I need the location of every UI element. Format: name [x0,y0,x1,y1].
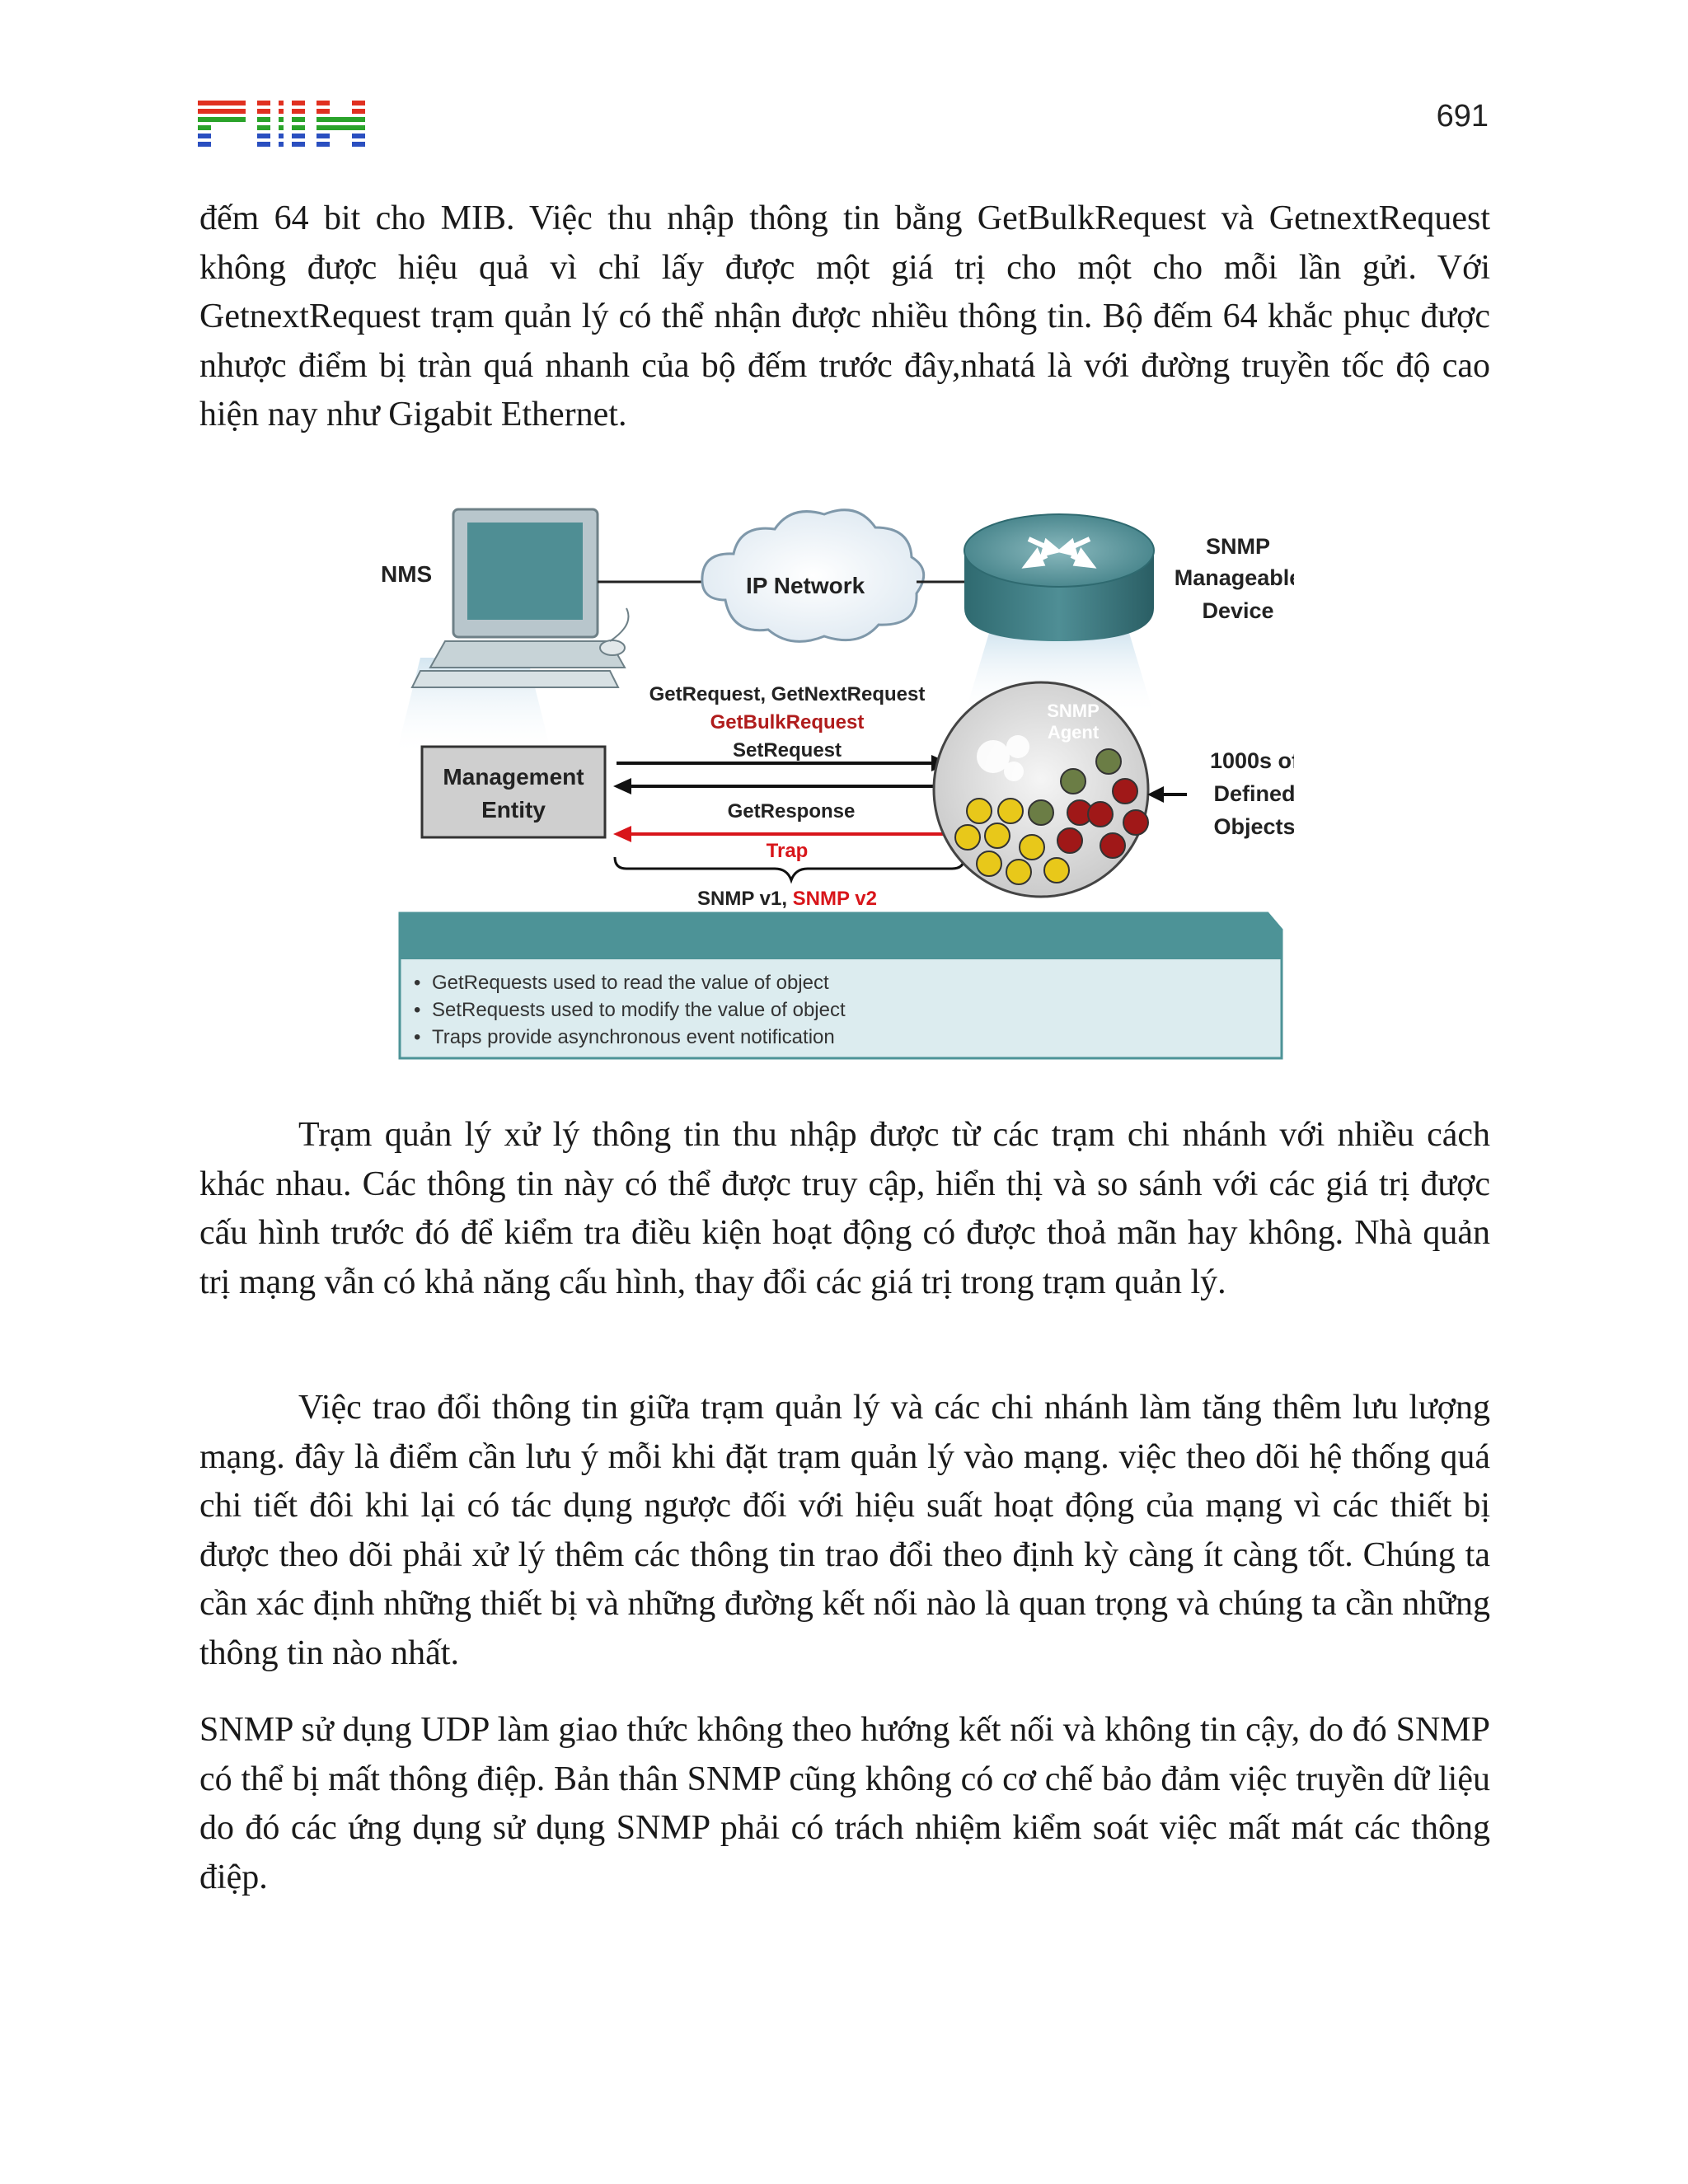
version-label [697,888,877,910]
msg-bulk: GetBulkRequest [710,711,865,733]
device-label-1: SNMP [1205,534,1271,559]
objects-arrow [1147,786,1187,803]
paragraph-2: Trạm quản lý xử lý thông tin thu nhập được từ các trạm chi nhánh với nhiều cách khác nhau. Các thông tin này có thể được truy cập, hiển thị và so sánh với các giá trị được cấu hình trước đó để kiểm tra điều kiện hoạt động có được thoả mãn hay không. Nhà quản trị mạng vẫn có khả năng cấu hình, thay đổi các giá trị trong trạm quản lý. [199,1116,1490,1301]
msg-get: GetRequest, GetNextRequest [649,683,926,705]
bullet-2: SetRequests used to modify the value of object [432,999,846,1021]
objects-label-3: Objects [1213,814,1294,839]
paragraph-1: đếm 64 bit cho MIB. Việc thu nhập thông tin bằng GetBulkRequest và GetnextRequest không được hiệu quả vì chỉ lấy được một giá trị cho một cho mỗi lần gửi. Với GetnextRequest trạm quản lý có thể nhận được nhiều thông tin. Bộ đếm 64 khắc phục được nhược điểm bị tràn quá nhanh của bộ đếm trước đây,nhatá là với đường truyền tốc độ cao hiện nay như Gigabit Ethernet. [199,199,1490,434]
entity-label-1: Management [443,764,584,790]
bullet-dot: • [414,1026,421,1048]
logo-stripes [198,101,365,147]
computer-icon [412,509,629,687]
objects-label-2: Defined [1213,781,1294,806]
page-number: 691 [1436,99,1489,134]
publisher-logo [198,101,367,147]
bullet-dot: • [414,972,421,994]
agent-label-1: SNMP [1047,701,1100,721]
bullet-1: GetRequests used to read the value of object [432,972,829,994]
msg-set: SetRequest [732,739,842,762]
device-label-2: Manageable [1174,565,1294,590]
snmp-diagram [363,485,1294,1062]
bullet-dot: • [414,999,421,1021]
paragraph-3: Việc trao đổi thông tin giữa trạm quản lý và các chi nhánh làm tăng thêm lưu lượng mạng. đây là điểm cần lưu ý mỗi khi đặt trạm quản lý vào mạng. việc theo dõi hệ thống quá chi tiết đôi khi lại có tác dụng ngược đối với hiệu suất hoạt động của mạng vì các thiết bị được theo dõi phải xử lý thêm các thông tin trao đổi theo định kỳ càng ít càng tốt. Chúng ta cần xác định những thiết bị và những đường kết nối nào là quan trọng và chúng ta cần những thông tin nào nhất. [199,1389,1490,1672]
msg-response: GetResponse [727,800,856,823]
bullet-3: Traps provide asynchronous event notification [432,1026,835,1048]
router-icon [964,514,1154,641]
objects-label-1: 1000s of [1209,748,1294,773]
entity-label-2: Entity [481,797,546,823]
version-v2: SNMP v2 [792,888,877,910]
info-bullets [414,972,846,1048]
version-v1: SNMP v1, [697,888,793,910]
msg-trap: Trap [766,840,809,862]
nms-label: NMS [381,561,433,587]
response-arrow [613,778,933,794]
device-label-3: Device [1202,598,1274,623]
paragraph-4: SNMP sử dụng UDP làm giao thức không theo hướng kết nối và không tin cậy, do đó SNMP có thể bị mất thông điệp. Bản thân SNMP cũng không có cơ chế bảo đảm việc truyền dữ liệu do đó các ứng dụng sử dụng SNMP phải có trách nhiệm kiểm soát việc mất mát các thông điệp. [199,1711,1490,1896]
agent-label-2: Agent [1047,722,1100,743]
management-entity-box [422,747,605,837]
network-label: IP Network [746,573,865,598]
